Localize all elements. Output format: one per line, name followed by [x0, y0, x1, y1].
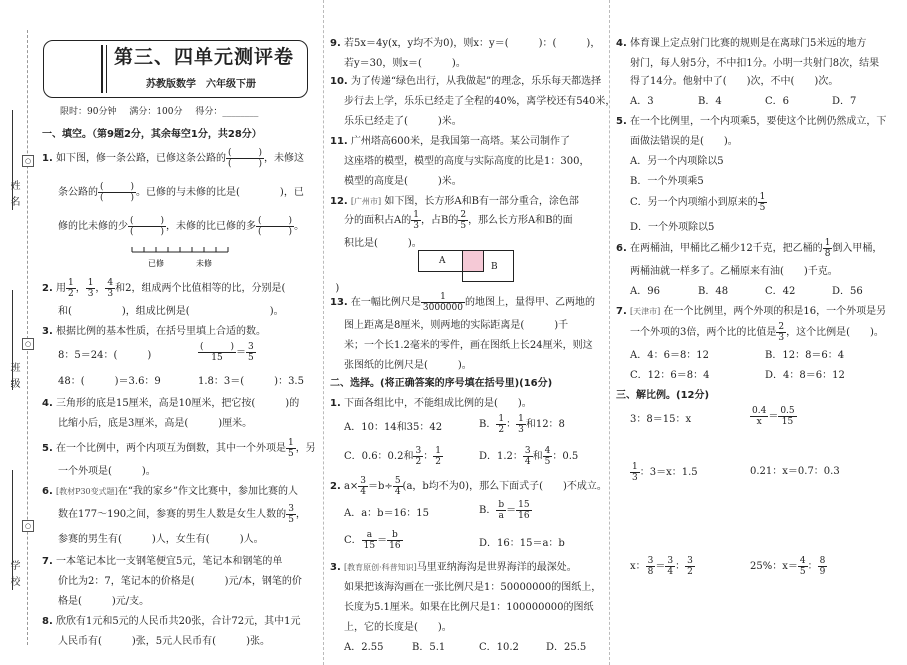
- q-text: 体育课上定点射门比赛的规则是在离球门5米远的地方: [629, 38, 867, 49]
- q-text: 三角形的底是15厘米，高是10厘米，把它按( )的: [55, 398, 300, 409]
- q-text: 为了传递“绿色出行，从我做起”的理念，乐乐每天都选择: [350, 76, 602, 87]
- question-4-line2: 比缩小后，底是3厘米，高是( )厘米。: [58, 418, 253, 429]
- q-num: 11.: [330, 136, 348, 147]
- option-b[interactable]: B．12：8＝6：4: [765, 350, 845, 361]
- q-text: ，那么长方形A和B的面: [468, 215, 573, 226]
- equation-2: $\frac{0.4}{x}$ ＝ $\frac{0.5}{15}$: [752, 406, 795, 427]
- q-text: 在两桶油，甲桶比乙桶少12千克，把乙桶的: [629, 243, 823, 254]
- q-num: 4.: [42, 398, 53, 409]
- q-text: 在“我的家乡”作文比赛中，参加比赛的人: [117, 486, 298, 497]
- question-7-line2: 价比为2：7，笔记本的价格是( )元/本，钢笔的价: [58, 576, 302, 587]
- q-text: 数在177～190之间，参赛的男生人数是女生人数的: [58, 509, 287, 520]
- segment-done-label: 已修: [148, 259, 164, 268]
- title-box: [43, 40, 308, 98]
- title-bar-thin: [106, 45, 107, 93]
- option-c[interactable]: C． $\frac{a}{15}$ ＝ $\frac{b}{16}$: [344, 530, 401, 551]
- q-num: 8.: [42, 616, 53, 627]
- fraction-blank[interactable]: $\frac{( )}{( )}$: [130, 216, 165, 237]
- option-d[interactable]: D．25.5: [546, 642, 587, 653]
- question-6-line2: 数在177～190之间，参赛的男生人数是女生人数的 $\frac{3}{5}$ ，: [58, 504, 306, 525]
- q-text: ，这个比例是( )。: [786, 327, 884, 338]
- q-text: 修的比未修的少: [58, 221, 128, 232]
- option-label: C．0.6：0.2和: [344, 451, 414, 462]
- choice-3-line4: 上，它的长度是( )。: [344, 622, 452, 633]
- choice-3-line2: 如果把该海沟画在一张比例尺是1：50000000的图纸上，: [344, 582, 602, 593]
- question-12-line2: 分的面积占A的 $\frac{1}{3}$ ，占B的 $\frac{2}{5}$ ，那么长方形A和B的面: [344, 210, 573, 231]
- name-blank[interactable]: [12, 110, 13, 210]
- q-text: 一个外项的3倍，两个比的比值是: [630, 327, 777, 338]
- option-a[interactable]: A．4：6＝8：12: [630, 350, 710, 361]
- question-1: [42, 148, 304, 169]
- page-title: 第三、四单元测评卷: [114, 46, 295, 68]
- q-num: 13.: [330, 297, 348, 308]
- q-text: ：3＝x：1.5: [639, 467, 698, 478]
- binding-hole: ○: [22, 155, 34, 167]
- question-1-line3: [58, 216, 304, 237]
- school-blank[interactable]: [12, 470, 13, 590]
- source-tag: [教育原创·科普知识]: [343, 563, 417, 572]
- question-10: [330, 72, 601, 92]
- q-num: 6.: [616, 243, 627, 254]
- choice-6: 6. 在两桶油，甲桶比乙桶少12千克，把乙桶的 $\frac{1}{8}$ 倒入甲桶，: [616, 238, 883, 259]
- q-text: 的地图上，量得甲、乙两地的: [465, 297, 595, 308]
- q-num: 1.: [330, 398, 341, 409]
- exam-info: [60, 102, 268, 122]
- question-1-line2: [58, 182, 304, 203]
- fraction-blank[interactable]: $\frac{( )}{( )}$: [227, 148, 262, 169]
- question-13-line4: 张图纸的比例尺是( )。: [344, 360, 472, 371]
- q-text: 。已修的与未修的比是( )，已: [136, 187, 304, 198]
- rect-b-label: B: [491, 262, 498, 272]
- option-c[interactable]: C．6: [765, 96, 790, 107]
- school-label: 学校: [8, 560, 19, 592]
- q-text: 在一幅比例尺是: [350, 297, 421, 308]
- q-num: 4.: [616, 38, 627, 49]
- question-5: 5. 在一个比例中，两个内项互为倒数，其中一个外项是 $\frac{1}{5}$ ，另: [42, 438, 316, 459]
- q-text: 和2，组成两个比值相等的比，分别是( ): [115, 283, 340, 294]
- time-limit: 限时：90分钟: [60, 107, 117, 117]
- q-text: ，另: [295, 443, 316, 454]
- q-text: 用: [55, 283, 66, 294]
- equation-4: 0.21：x＝0.7：0.3: [750, 466, 840, 477]
- question-3: [42, 322, 266, 342]
- question-9: [330, 34, 600, 54]
- equation-5: x： $\frac{3}{8}$ ＝ $\frac{3}{4}$ ： $\frac{3}{2}$: [630, 556, 693, 577]
- class-label: 班级: [8, 362, 19, 394]
- question-4: [42, 394, 299, 414]
- q-text: 在一个比例中，两个内项互为倒数，其中一个外项是: [55, 443, 286, 454]
- q-text: 如下图，修一条公路，已修这条公路的: [55, 153, 226, 164]
- q-text: 广州塔高600米，是我国第一高塔。某公司制作了: [350, 136, 570, 147]
- q-text: ，未修这: [263, 153, 304, 164]
- option-a[interactable]: A．另一个内项除以5: [630, 156, 724, 167]
- equation-1: 3：8＝15：x: [630, 414, 692, 425]
- option-a[interactable]: A．2.55: [344, 642, 384, 653]
- section-1-heading: 一、填空。（第9题2分，其余每空1分，共28分）: [42, 129, 262, 140]
- binding-hole: ○: [22, 520, 34, 532]
- question-7: [42, 552, 282, 572]
- q3-item-c: 48：( )＝3.6：9: [58, 376, 161, 387]
- binding-hole: ○: [22, 338, 34, 350]
- q-text: (a，b均不为0)，那么下面式子( )不成立。: [402, 481, 607, 492]
- question-2: 2. 用 $\frac{1}{2}$ ， $\frac{1}{3}$ ， $\frac{4}{3}$ 和2，组成两个比值相等的比，分别是( ): [42, 278, 340, 299]
- option-b[interactable]: B．48: [698, 286, 729, 297]
- segment-todo-label: 未修: [196, 259, 212, 268]
- q-num: 6.: [42, 486, 53, 497]
- question-7-line3: 格是( )元/支。: [58, 596, 150, 607]
- source-tag: [广州市]: [350, 197, 382, 206]
- q-num: 2.: [42, 283, 53, 294]
- column-2: [323, 0, 616, 665]
- q-text: 根据比例的基本性质，在括号里填上合适的数。: [55, 326, 266, 337]
- q-text: 如下图，长方形A和B有一部分重合，涂色部: [384, 196, 579, 207]
- option-label: D．1.2：: [479, 451, 523, 462]
- question-12-line3: 积比是( )。: [344, 238, 422, 249]
- option-label: B．: [479, 419, 497, 430]
- q-num: 10.: [330, 76, 348, 87]
- choice-4: [616, 34, 866, 54]
- q-num: 9.: [330, 38, 341, 49]
- q-num: 3.: [330, 562, 341, 573]
- q-text: 条公路的: [58, 187, 98, 198]
- option-a[interactable]: A．a：b＝16：15: [344, 508, 430, 519]
- option-d[interactable]: D．1.2： $\frac{3}{4}$ 和 $\frac{4}{5}$ ：0.5: [479, 446, 579, 467]
- question-11-line3: 模型的高度是( )米。: [344, 176, 462, 187]
- q-text: 。: [294, 221, 305, 232]
- option-b[interactable]: B．4: [698, 96, 722, 107]
- q-text: 若5x＝4y(x，y均不为0)，则x：y＝( )：( )，: [343, 38, 601, 49]
- q-num: 12.: [330, 196, 348, 207]
- fraction-blank[interactable]: $\frac{( )}{( )}$: [258, 216, 293, 237]
- column-3: [609, 0, 899, 665]
- choice-6-line2: 两桶油就一样多了。乙桶原来有油( )千克。: [630, 266, 838, 277]
- class-blank[interactable]: [12, 290, 13, 390]
- choice-5: [616, 112, 886, 132]
- choice-1: [330, 394, 532, 414]
- question-2-line2: 和( )，组成比例是( )。: [58, 306, 284, 317]
- question-8-line2: 人民币有( )张，5元人民币有( )张。: [58, 636, 270, 647]
- option-d[interactable]: D．56: [832, 286, 863, 297]
- choice-7: [616, 302, 886, 322]
- question-11-line2: 这座塔的模型，模型的高度与实际高度的比是1：300，: [344, 156, 590, 167]
- q-text: 马里亚纳海沟是世界海洋的最深处。: [416, 562, 577, 573]
- name-label: 姓名: [8, 180, 19, 212]
- option-c[interactable]: C．12：6＝8：4: [630, 370, 710, 381]
- score-blank[interactable]: 得分：________: [195, 107, 259, 117]
- question-9-line2: 若y＝30，则x＝( )。: [344, 58, 466, 69]
- choice-4-line3: 得了14分。他射中了( )次，不中( )次。: [630, 76, 839, 87]
- q3-item-a: 8：5＝24：( ): [58, 350, 152, 361]
- q3-item-b: $\frac{( )}{15}$ ＝ $\frac{3}{5}$: [200, 342, 254, 363]
- option-b[interactable]: B．5.1: [412, 642, 446, 653]
- section-3-heading: 三、解比例。(12分): [616, 390, 710, 401]
- q-num: 7.: [42, 556, 53, 567]
- section-2-heading: 二、选择。(将正确答案的序号填在括号里)(16分): [330, 378, 553, 389]
- q-num: 1.: [42, 153, 53, 164]
- option-c[interactable]: C．0.6：0.2和 $\frac{3}{2}$ ： $\frac{1}{2}$: [344, 446, 441, 467]
- binding-strip: [0, 0, 40, 665]
- choice-3: [330, 558, 577, 578]
- title-bar: [101, 45, 103, 93]
- fraction-blank[interactable]: $\frac{( )}{( )}$: [100, 182, 135, 203]
- q-text: 在一个比例里，两个外项的积是16，一个外项是另: [663, 306, 887, 317]
- choice-2: 2. a× $\frac{3}{4}$ ＝b÷ $\frac{5}{4}$ (a，b均不为0)，那么下面式子( )不成立。: [330, 476, 607, 497]
- full-score: 满分：100分: [129, 107, 183, 117]
- q-text: 下面各组比中，不能组成比例的是( )。: [343, 398, 532, 409]
- question-10-line2: 步行去上学，乐乐已经走了全程的40%，离学校还有540米，: [344, 96, 616, 107]
- question-5-line2: 一个外项是( )。: [58, 466, 156, 477]
- question-11: [330, 132, 570, 152]
- choice-5-line2: 面做法错误的是( )。: [630, 136, 738, 147]
- source-tag: [天津市]: [629, 307, 661, 316]
- question-13-line3: 米；一个长1.2毫米的零件，画在图纸上长24厘米，则这: [344, 340, 593, 351]
- q-text: 在一个比例里，一个内项乘5，要使这个比例仍然成立，下: [629, 116, 887, 127]
- question-10-line3: 乐乐已经走了( )米。: [344, 116, 462, 127]
- option-c[interactable]: C．另一个内项缩小到原来的 $\frac{1}{5}$: [630, 192, 766, 213]
- q3-item-d: 1.8：3＝( )：3.5: [198, 376, 304, 387]
- q-text: 倒入甲桶，: [832, 243, 883, 254]
- q-num: 5.: [616, 116, 627, 127]
- q-num: 7.: [616, 306, 627, 317]
- q-num: 2.: [330, 481, 341, 492]
- q-text: 欣欣有1元和5元的人民币共20张，合计72元，其中1元: [55, 616, 301, 627]
- equation-3: $\frac{1}{3}$ ：3＝x：1.5: [632, 462, 698, 483]
- q-text: 一本笔记本比一支钢笔便宜5元，笔记本和钢笔的单: [55, 556, 283, 567]
- option-c[interactable]: C．10.2: [479, 642, 519, 653]
- option-d[interactable]: D．16：15＝a：b: [479, 538, 565, 549]
- choice-7-line2: 一个外项的3倍，两个比的比值是 $\frac{2}{3}$ ，这个比例是( )。: [630, 322, 884, 343]
- option-b[interactable]: B．一个外项乘5: [630, 176, 704, 187]
- q-text: ，占B的: [420, 215, 459, 226]
- question-12: [330, 192, 579, 212]
- q-text: 分的面积占A的: [344, 215, 412, 226]
- option-d[interactable]: D．一个外项除以5: [630, 222, 715, 233]
- equation-6: 25%：x＝ $\frac{4}{5}$ ： $\frac{8}{9}$: [750, 556, 826, 577]
- option-b[interactable]: B． $\frac{b}{a}$ ＝ $\frac{15}{16}$: [479, 500, 530, 521]
- source-tag: [教材P30变式题]: [55, 487, 118, 496]
- rectangle-b: [462, 250, 514, 282]
- q-num: 5.: [42, 443, 53, 454]
- rect-a-label: A: [439, 256, 446, 266]
- q-text: ＝: [236, 347, 247, 358]
- option-c[interactable]: C．42: [765, 286, 796, 297]
- road-diagram: [130, 244, 230, 270]
- question-8: [42, 612, 301, 632]
- q-num: 3.: [42, 326, 53, 337]
- option-d[interactable]: D．7: [832, 96, 857, 107]
- option-b[interactable]: B． $\frac{1}{2}$ ： $\frac{1}{3}$ 和12：8: [479, 414, 565, 435]
- q-text: ，未修的比已修的多: [166, 221, 257, 232]
- option-a[interactable]: A．3: [630, 96, 654, 107]
- q-text: 25%：x＝: [750, 561, 798, 572]
- page-subtitle: 苏教版数学 六年级下册: [146, 79, 256, 90]
- question-13: 13. 在一幅比例尺是 $\frac{1}{3000000}$ 的地图上，量得甲、乙两地的: [330, 292, 595, 313]
- question-13-line2: 图上距离是8厘米，则两地的实际距离是( )千: [344, 320, 569, 331]
- option-a[interactable]: A．10：14和35：42: [344, 422, 443, 433]
- option-a[interactable]: A．96: [630, 286, 660, 297]
- choice-4-line2: 射门，每人射5分，不中扣1分。小明一共射门8次，结果: [630, 58, 880, 69]
- question-6-line3: 参赛的男生有( )人，女生有( )人。: [58, 534, 264, 545]
- option-label: C．另一个内项缩小到原来的: [630, 197, 758, 208]
- choice-3-line3: 长度为5.1厘米。如果在比例尺是1：100000000的图纸: [344, 602, 594, 613]
- option-d[interactable]: D．4：8＝6：12: [765, 370, 845, 381]
- question-6: [42, 482, 298, 502]
